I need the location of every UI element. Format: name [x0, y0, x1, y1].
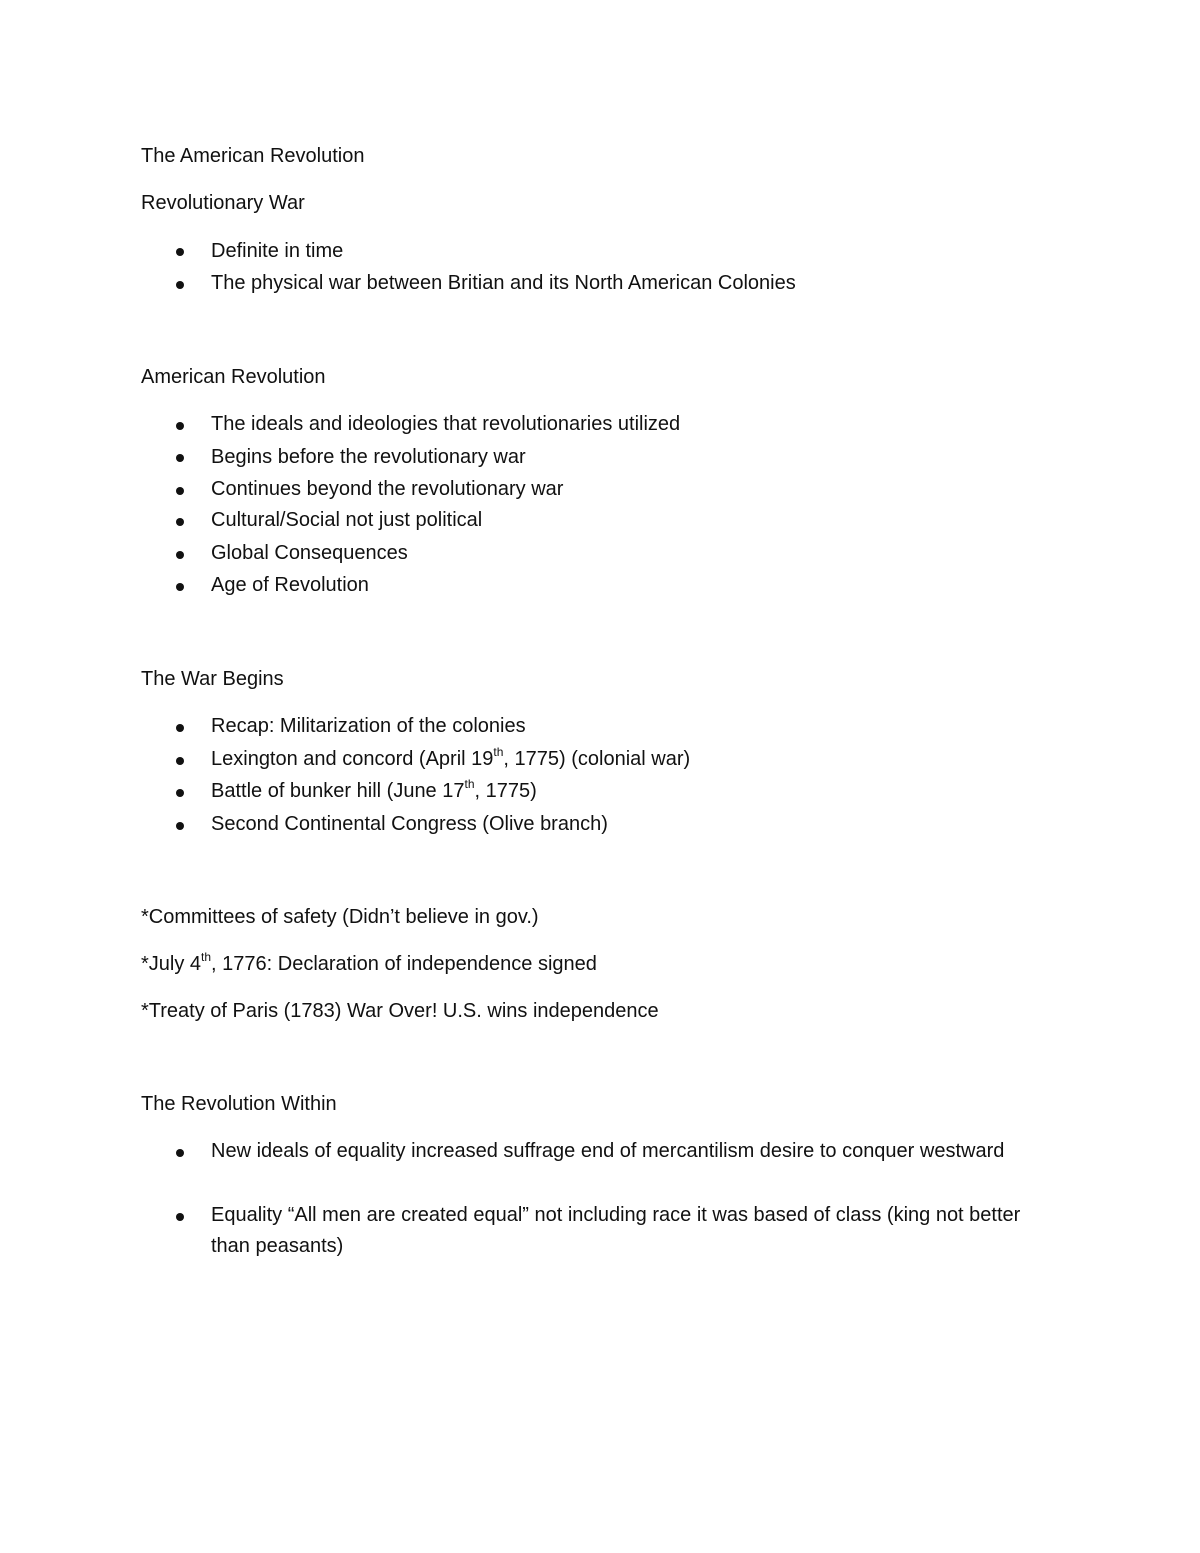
section-heading-war-begins: The War Begins — [141, 668, 284, 690]
bullet-icon — [176, 422, 184, 430]
list-item: Second Continental Congress (Olive branch) — [211, 813, 608, 835]
list-item: Recap: Militarization of the colonies — [211, 715, 526, 737]
ordinal-superscript: th — [464, 777, 475, 791]
note-line: *Treaty of Paris (1783) War Over! U.S. wins independence — [141, 1000, 659, 1022]
list-item: Global Consequences — [211, 542, 408, 564]
list-item — [211, 744, 1041, 775]
list-item: Begins before the revolutionary war — [211, 446, 526, 468]
list-item — [211, 776, 1041, 807]
bullet-icon — [176, 757, 184, 765]
note-text: *July 4 — [141, 953, 202, 975]
bullet-icon — [176, 1213, 184, 1221]
list-item: Definite in time — [211, 240, 344, 262]
item-text: , 1775) (colonial war) — [503, 748, 691, 770]
bullet-icon — [176, 789, 184, 797]
item-text: Battle of bunker hill (June 17 — [211, 780, 465, 802]
bullet-icon — [176, 518, 184, 526]
list-item: Cultural/Social not just political — [211, 509, 483, 531]
list-item: Age of Revolution — [211, 574, 369, 596]
bullet-icon — [176, 583, 184, 591]
item-text: Lexington and concord (April 19 — [211, 748, 494, 770]
list-item: The ideals and ideologies that revolutionaries utilized — [211, 413, 681, 435]
section-heading-revolution-within: The Revolution Within — [141, 1093, 337, 1115]
ordinal-superscript: th — [493, 745, 504, 759]
bullet-icon — [176, 281, 184, 289]
list-item: Equality “All men are created equal” not including race it was based of class (king not better than peasants) — [211, 1204, 1021, 1257]
bullet-icon — [176, 454, 184, 462]
list-item: The physical war between Britian and its North American Colonies — [211, 272, 796, 294]
ordinal-superscript: th — [201, 950, 212, 964]
item-text: , 1775) — [474, 780, 537, 802]
bullet-icon — [176, 1149, 184, 1157]
bullet-icon — [176, 487, 184, 495]
note-line: *Committees of safety (Didn’t believe in gov.) — [141, 906, 539, 928]
bullet-icon — [176, 248, 184, 256]
section-heading-american-revolution: American Revolution — [141, 366, 326, 388]
list-item: New ideals of equality increased suffrage end of mercantilism desire to conquer westward — [211, 1140, 1005, 1162]
bullet-icon — [176, 551, 184, 559]
note-text: , 1776: Declaration of independence signed — [211, 953, 597, 975]
bullet-icon — [176, 724, 184, 732]
section-heading-revolutionary-war: Revolutionary War — [141, 192, 305, 214]
list-item: Continues beyond the revolutionary war — [211, 478, 564, 500]
note-line — [141, 952, 597, 976]
bullet-icon — [176, 822, 184, 830]
document-title: The American Revolution — [141, 145, 365, 167]
